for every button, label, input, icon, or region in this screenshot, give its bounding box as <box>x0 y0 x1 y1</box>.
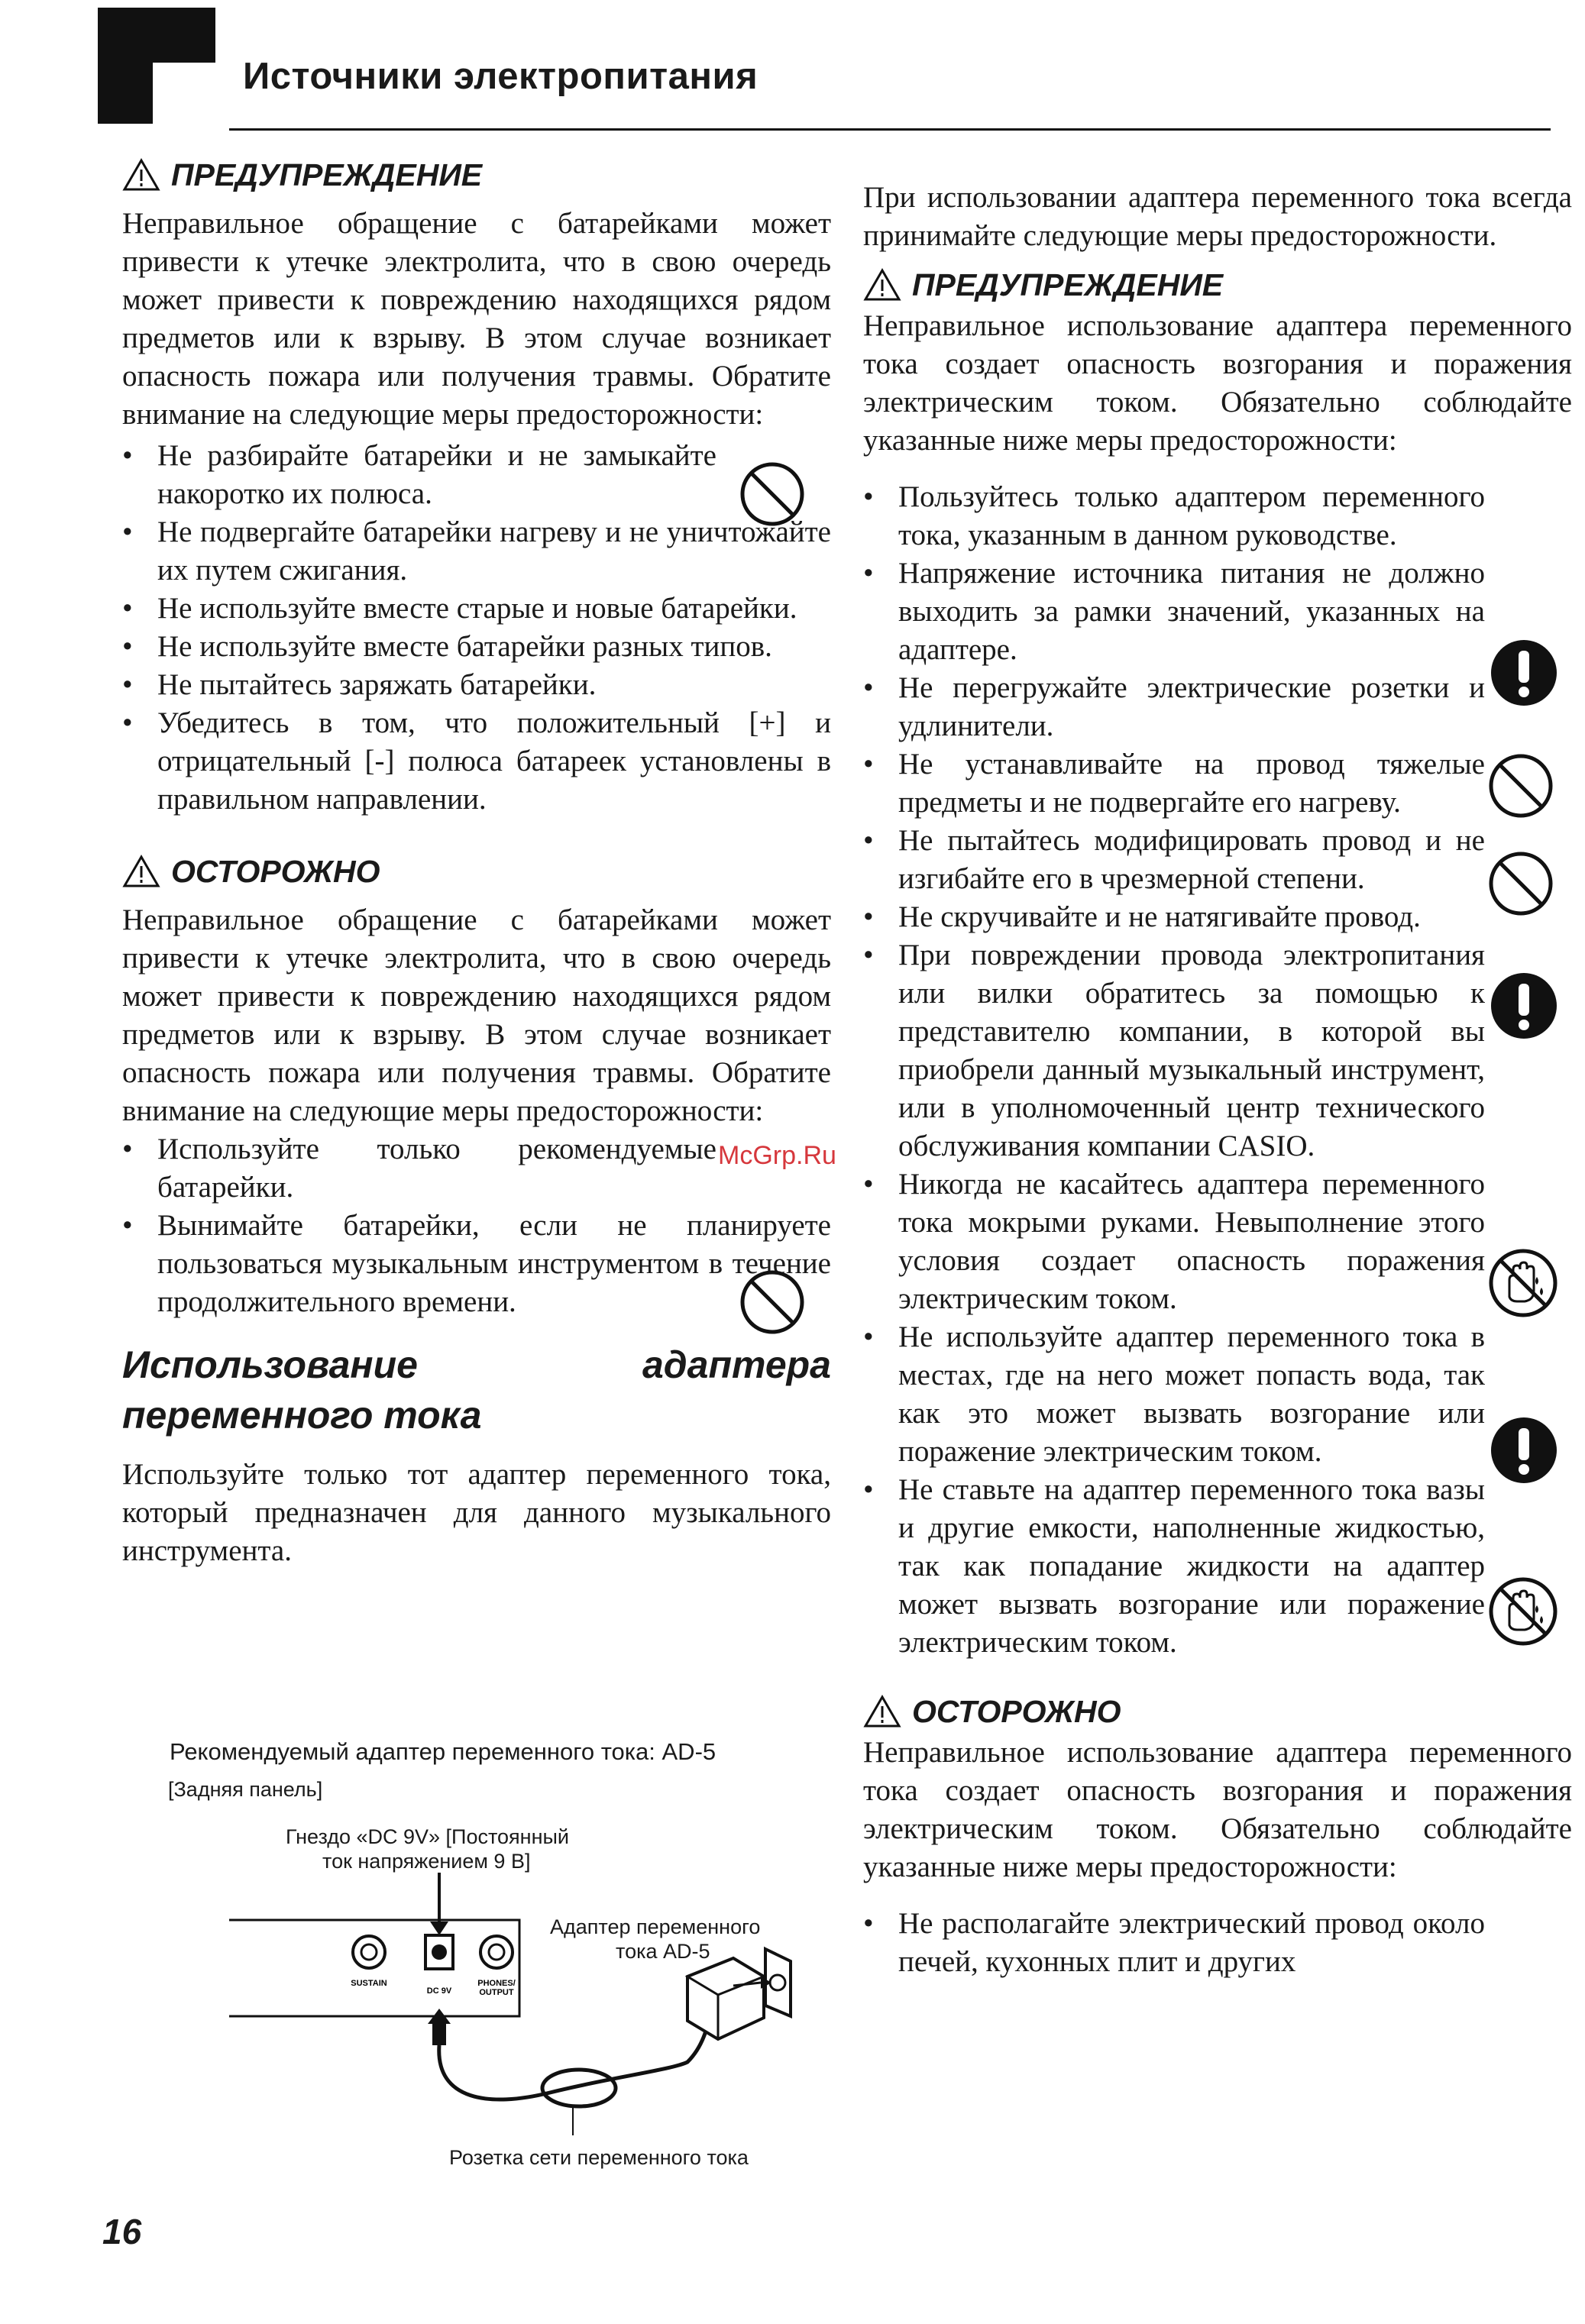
rear-panel-drawing <box>122 1772 833 2146</box>
adapter-label-line-2: тока AD-5 <box>616 1940 710 1963</box>
rear-panel-label: [Задняя панель] <box>168 1778 323 1801</box>
list-item: • Никогда не касайтесь адаптера переменного тока мокрыми руками. Невыполнение этого условия создает опасность поражения электрическим током. <box>863 1165 1485 1318</box>
no-wet-hands-icon <box>1486 1246 1560 1320</box>
list-item: • При повреждении провода электропитания или вилки обратитесь за помощью к представителю компании, в которой вы приобрели данный музыкальный инструмент, или в уполномоченный центр технического обслуживания компании CASIO. <box>863 936 1485 1165</box>
caution-triangle-icon <box>863 1695 901 1728</box>
list-item: • Напряжение источника питания не должно выходить за рамки значений, указанных на адаптере. <box>863 554 1485 669</box>
jack-pointer-arrow <box>430 1922 448 1935</box>
page-number: 16 <box>102 2212 142 2251</box>
left-caution-heading <box>122 852 831 890</box>
right-caution-heading <box>863 1692 1572 1731</box>
right-caution-title: ОСТОРОЖНО <box>912 1694 1121 1729</box>
dc-jack-text: DC 9V <box>426 1986 452 1996</box>
cord-coil <box>542 2070 616 2106</box>
jack-label-line-1: Гнездо «DC 9V» [Постоянный <box>286 1825 569 1848</box>
right-warning-list <box>863 478 1485 1662</box>
recommended-adapter: Рекомендуемый адаптер переменного тока: AD-5 <box>170 1738 716 1765</box>
list-item: • Не пытайтесь заряжать батарейки. <box>122 666 831 704</box>
list-item: • Пользуйтесь только адаптером переменного тока, указанным в данном руководстве. <box>863 478 1485 554</box>
header-rule <box>229 128 1551 131</box>
jack-label-line-2: ток напряжением 9 В] <box>322 1850 531 1873</box>
adapter-heading-line-2: переменного тока <box>122 1394 482 1437</box>
prohibition-icon <box>738 1268 807 1337</box>
left-caution-intro: Неправильное обращение с батарейками может привести к утечке электролита, что в свою очередь может привести к повреждению находящихся рядом предметов или к взрыву. В этом случае возникает опасность пожара или получения травмы. Обратите внимание на следующие меры предосторожности: <box>122 903 831 1127</box>
list-item: • Не используйте вместе батарейки разных типов. <box>122 628 831 666</box>
mandatory-action-icon <box>1490 638 1558 707</box>
adapter-section-heading <box>122 1340 831 1440</box>
list-item: • Убедитесь в том, что положительный [+] и отрицательный [-] полюса батареек установлены в правильном направлении. <box>122 704 831 819</box>
warning-triangle-icon <box>122 158 160 192</box>
left-caution-title: ОСТОРОЖНО <box>171 854 380 889</box>
adapter-heading-word-1: Использование <box>122 1343 418 1386</box>
list-item: • Не разбирайте батарейки и не замыкайте накоротко их полюса. <box>122 437 831 513</box>
dc-jack <box>425 1935 453 1969</box>
phones-jack <box>480 1936 513 1968</box>
no-water-icon <box>1486 1575 1560 1648</box>
adapter-label-line-1: Адаптер переменного <box>550 1915 761 1938</box>
list-item: • Не ставьте на адаптер переменного тока вазы и другие емкости, наполненные жидкостью, так как попадание жидкости на адаптер может вызвать возгорание или поражение электрическим током. <box>863 1471 1485 1662</box>
sustain-jack-text: SUSTAIN <box>351 1979 387 1988</box>
outlet-label: Розетка сети переменного тока <box>449 2146 749 2169</box>
caution-triangle-icon <box>122 855 160 888</box>
mandatory-action-icon <box>1490 971 1558 1040</box>
list-item: • Не скручивайте и не натягивайте провод. <box>863 898 1485 936</box>
list-item: • Не подвергайте батарейки нагреву и не уничтожайте их путем сжигания. <box>122 513 831 590</box>
list-item: • Не устанавливайте на провод тяжелые предметы и не подвергайте его нагреву. <box>863 745 1485 822</box>
right-caution-intro: Неправильное использование адаптера переменного тока создает опасность возгорания и поражения электрическим током. Обязательно соблюдайте указанные ниже меры предосторожности: <box>863 1736 1572 1883</box>
left-warning-title: ПРЕДУПРЕЖДЕНИЕ <box>171 157 483 192</box>
page-title: Источники электропитания <box>243 56 759 97</box>
list-item: • Вынимайте батарейки, если не планируете пользоваться музыкальным инструментом в течение продолжительного времени. <box>122 1207 831 1321</box>
list-item: • Не располагайте электрический провод около печей, кухонных плит и других <box>863 1905 1485 1981</box>
prohibition-icon <box>738 460 807 528</box>
chapter-tab-notch <box>153 63 215 124</box>
right-warning-heading <box>863 266 1572 304</box>
right-warning-intro: Неправильное использование адаптера переменного тока создает опасность возгорания и поражения электрическим током. Обязательно соблюдайте указанные ниже меры предосторожности: <box>863 309 1572 457</box>
list-item: • Не пытайтесь модифицировать провод и не изгибайте его в чрезмерной степени. <box>863 822 1485 898</box>
prohibition-icon <box>1486 752 1555 820</box>
prohibition-icon <box>1486 849 1555 918</box>
list-item: • Не используйте адаптер переменного тока в местах, где на него может попасть вода, так как это может вызвать возгорание или поражение электрическим током. <box>863 1318 1485 1471</box>
left-warning-list <box>122 437 831 819</box>
left-column <box>122 156 831 1570</box>
right-warning-title: ПРЕДУПРЕЖДЕНИЕ <box>912 267 1224 302</box>
phones-jack-text-1: PHONES/ <box>477 1979 516 1988</box>
left-warning-intro: Неправильное обращение с батарейками может привести к утечке электролита, что в свою очередь может привести к повреждению находящихся рядом предметов или к взрыву. В этом случае возникает опасность пожара или получения травмы. Обратите внимание на следующие меры предосторожности: <box>122 207 831 431</box>
adapter-heading-word-2: адаптера <box>642 1343 831 1386</box>
left-warning-heading <box>122 156 831 194</box>
list-item: • Используйте только рекомендуемые батарейки. <box>122 1130 831 1207</box>
right-intro: При использовании адаптера переменного тока всегда принимайте следующие меры предосторожности. <box>863 181 1572 252</box>
adapter-intro: Используйте только тот адаптер переменного тока, который предназначен для данного музыкального инструмента. <box>122 1458 831 1567</box>
warning-triangle-icon <box>863 268 901 302</box>
plug <box>432 2024 446 2045</box>
rear-panel-figure <box>122 1772 833 2169</box>
watermark: McGrp.Ru <box>718 1141 836 1170</box>
right-column <box>863 179 1572 1981</box>
list-item: • Не используйте вместе старые и новые батарейки. <box>122 590 831 628</box>
right-caution-list <box>863 1905 1485 1981</box>
mandatory-action-icon <box>1490 1416 1558 1485</box>
phones-jack-text-2: OUTPUT <box>479 1988 514 1997</box>
list-item: • Не перегружайте электрические розетки и удлинители. <box>863 669 1485 745</box>
sustain-jack <box>353 1936 385 1968</box>
